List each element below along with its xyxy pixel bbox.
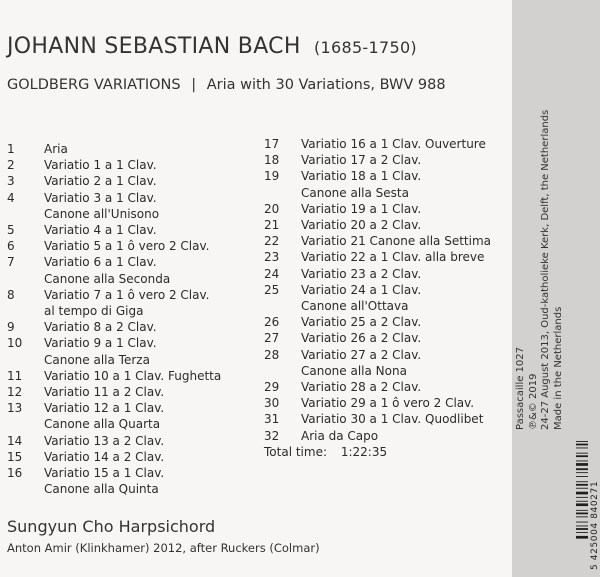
track-title: Variatio 17 a 2 Clav. [301, 153, 422, 168]
track-row [7, 173, 257, 189]
track-row [7, 400, 257, 416]
track-title: Variatio 5 a 1 ô vero 2 Clav. [44, 239, 210, 254]
track-title: Canone all'Ottava [301, 299, 409, 314]
track-number: 20 [264, 201, 280, 216]
total-time-label: Total time: [264, 445, 327, 459]
track-row [264, 428, 504, 444]
recording-info: 24-27 August 2013, Oud-katholieke Kerk, Delft, the Netherlands [540, 109, 551, 430]
copyright-notice: ℗&© 2019 [527, 373, 539, 430]
track-number: 24 [264, 266, 280, 281]
track-row [264, 379, 504, 395]
track-title: Variatio 13 a 2 Clav. [44, 433, 165, 448]
track-row [7, 319, 257, 335]
track-title: Variatio 12 a 1 Clav. [44, 401, 165, 416]
track-title: Variatio 7 a 1 ô vero 2 Clav. [44, 287, 210, 302]
track-title: Canone alla Quinta [44, 482, 159, 497]
catalog-number: Passacaille 1027 [515, 347, 526, 430]
track-title: Variatio 8 a 2 Clav. [44, 320, 157, 335]
track-title: Variatio 20 a 2 Clav. [301, 218, 422, 233]
track-number: 27 [264, 331, 280, 346]
track-number: 23 [264, 250, 280, 265]
track-row [264, 233, 504, 249]
track-number: 6 [7, 239, 15, 254]
track-number: 2 [7, 158, 15, 173]
track-title: Variatio 28 a 2 Clav. [301, 380, 422, 395]
track-title: Variatio 23 a 2 Clav. [301, 266, 422, 281]
track-title: Variatio 3 a 1 Clav. [44, 190, 157, 205]
track-title: Variatio 29 a 1 ô vero 2 Clav. [301, 396, 475, 411]
track-title: Variatio 30 a 1 Clav. Quodlibet [301, 412, 484, 427]
track-row [264, 363, 504, 379]
track-number: 7 [7, 255, 15, 270]
track-title: Canone alla Quarta [44, 417, 161, 432]
track-row [7, 416, 257, 432]
track-number: 30 [264, 396, 280, 411]
title-separator: | [191, 77, 197, 93]
track-number: 16 [7, 466, 23, 481]
track-row [264, 298, 504, 314]
track-row [7, 368, 257, 384]
track-number: 5 [7, 223, 15, 238]
track-row [7, 352, 257, 368]
track-row [7, 157, 257, 173]
work-title: GOLDBERG VARIATIONS [7, 77, 181, 93]
performer-credit: Sungyun Cho Harpsichord [7, 517, 216, 536]
track-title: Variatio 1 a 1 Clav. [44, 158, 157, 173]
track-number: 8 [7, 287, 15, 302]
track-title: Aria da Capo [301, 428, 379, 443]
track-number: 3 [7, 174, 15, 189]
work-detail: Aria with 30 Variations, BWV 988 [206, 77, 446, 93]
track-row [7, 433, 257, 449]
track-row [7, 287, 257, 303]
track-title: Variatio 16 a 1 Clav. Ouverture [301, 137, 486, 151]
track-row [264, 201, 504, 217]
track-row [7, 254, 257, 270]
barcode-number: 5 425004 840271 [590, 480, 600, 570]
track-title: Aria [44, 142, 68, 156]
track-number: 13 [7, 401, 23, 416]
track-number: 4 [7, 190, 15, 205]
track-row [264, 185, 504, 201]
work-subtitle [7, 77, 446, 93]
track-row [264, 249, 504, 265]
track-title: Variatio 22 a 1 Clav. alla breve [301, 250, 485, 265]
track-row [264, 330, 504, 346]
track-row [264, 282, 504, 298]
track-row [7, 335, 257, 351]
track-title: Variatio 15 a 1 Clav. [44, 466, 165, 481]
track-title: Variatio 25 a 2 Clav. [301, 315, 422, 330]
barcode-icon [576, 440, 588, 575]
total-time [264, 445, 387, 459]
track-row [264, 411, 504, 427]
track-row [264, 266, 504, 282]
track-title: Variatio 9 a 1 Clav. [44, 336, 157, 351]
track-number: 12 [7, 385, 23, 400]
track-title: Canone alla Nona [301, 363, 407, 378]
track-number: 15 [7, 449, 23, 464]
track-title: Canone alla Terza [44, 352, 150, 367]
total-time-value: 1:22:35 [340, 445, 388, 459]
tracklist-right-column [264, 136, 504, 444]
track-title: Variatio 14 a 2 Clav. [44, 449, 165, 464]
track-title: Variatio 4 a 1 Clav. [44, 223, 157, 238]
track-number: 17 [264, 137, 280, 151]
track-title: Variatio 21 Canone alla Settima [301, 234, 491, 249]
spine-text-block [515, 110, 565, 430]
composer-years: (1685-1750) [313, 38, 417, 57]
track-number: 18 [264, 153, 280, 168]
track-title: Variatio 26 a 2 Clav. [301, 331, 422, 346]
track-row [7, 271, 257, 287]
track-number: 11 [7, 368, 23, 383]
track-row [264, 168, 504, 184]
track-row [264, 152, 504, 168]
track-title: Variatio 24 a 1 Clav. [301, 282, 422, 297]
track-row [7, 222, 257, 238]
track-row [264, 347, 504, 363]
track-number: 22 [264, 234, 280, 249]
track-number: 26 [264, 315, 280, 330]
track-title: Variatio 10 a 1 Clav. Fughetta [44, 368, 222, 383]
track-row [7, 206, 257, 222]
track-row [7, 465, 257, 481]
track-row [7, 449, 257, 465]
track-title: Canone all'Unisono [44, 206, 160, 221]
track-title: Canone alla Seconda [44, 271, 171, 286]
track-title: Canone alla Sesta [301, 185, 409, 200]
instrument-credit: Anton Amir (Klinkhamer) 2012, after Ruckers (Colmar) [7, 541, 320, 555]
track-number: 25 [264, 282, 280, 297]
track-title: Variatio 27 a 2 Clav. [301, 347, 422, 362]
track-row [264, 217, 504, 233]
track-number: 19 [264, 169, 280, 184]
track-number: 10 [7, 336, 23, 351]
album-title [7, 34, 417, 59]
track-row [7, 384, 257, 400]
tracklist-left-column [7, 141, 257, 497]
track-title: Variatio 6 a 1 Clav. [44, 255, 157, 270]
made-in-label: Made in the Netherlands [552, 306, 564, 430]
track-number: 28 [264, 347, 280, 362]
track-number: 21 [264, 218, 280, 233]
track-number: 9 [7, 320, 15, 335]
track-number: 32 [264, 428, 280, 443]
track-row [7, 238, 257, 254]
track-title: Variatio 19 a 1 Clav. [301, 201, 422, 216]
track-row [7, 481, 257, 497]
track-row [264, 136, 504, 152]
track-row [264, 395, 504, 411]
track-title: Variatio 18 a 1 Clav. [301, 169, 422, 184]
track-number: 29 [264, 380, 280, 395]
track-row [7, 141, 257, 157]
track-number: 31 [264, 412, 280, 427]
track-title: Variatio 11 a 2 Clav. [44, 385, 165, 400]
track-number: 14 [7, 433, 23, 448]
track-number: 1 [7, 142, 15, 156]
composer-name: JOHANN SEBASTIAN BACH [7, 34, 301, 59]
track-row [7, 303, 257, 319]
track-row [7, 190, 257, 206]
track-title: al tempo di Giga [44, 304, 144, 319]
track-title: Variatio 2 a 1 Clav. [44, 174, 157, 189]
track-row [264, 314, 504, 330]
